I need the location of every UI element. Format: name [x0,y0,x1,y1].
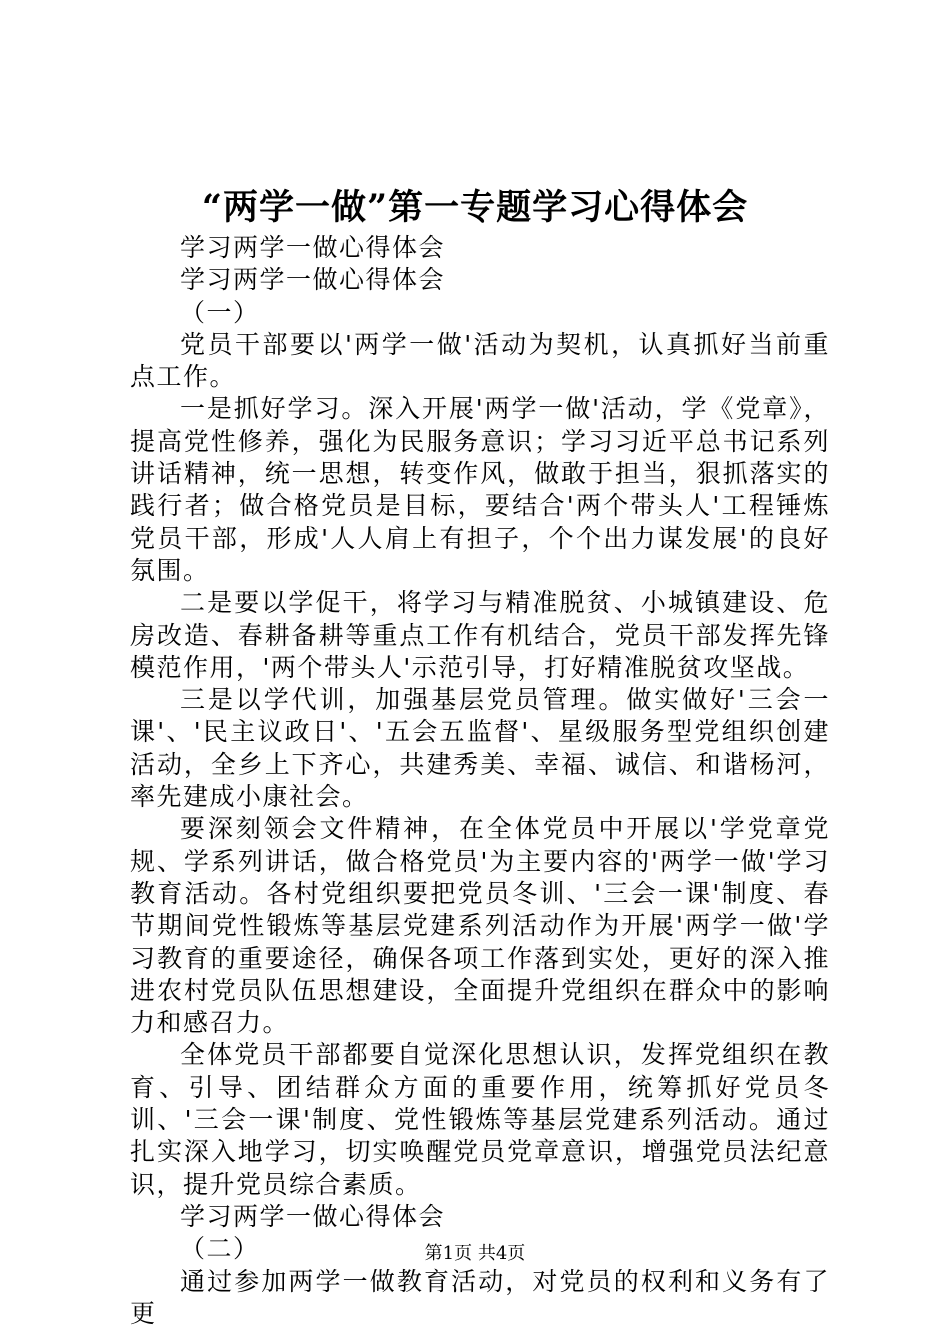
paragraph: 全体党员干部都要自觉深化思想认识，发挥党组织在教育、引导、团结群众方面的重要作用，统筹抓好党员冬训、'三会一课'制度、党性锻炼等基层党建系列活动。通过扎实深入地学习，切实唤醒党员党章意识，增强党员法纪意识，提升党员综合素质。 [130,1040,830,1199]
paragraph: 党员干部要以'两学一做'活动为契机，认真抓好当前重点工作。 [130,329,830,392]
paragraph: 二是要以学促干，将学习与精准脱贫、小城镇建设、危房改造、春耕备耕等重点工作有机结合，党员干部发挥先锋模范作用，'两个带头人'示范引导，打好精准脱贫攻坚战。 [130,588,830,682]
section-heading: 学习两学一做心得体会 [180,1201,446,1231]
subtitle-line: 学习两学一做心得体会 [180,233,446,262]
paragraph: 三是以学代训，加强基层党员管理。做实做好'三会一课'、'民主议政日'、'五会五监督'、星级服务型党组织创建活动，全乡上下齐心，共建秀美、幸福、诚信、和谐杨河，率先建成小康社会。 [130,685,830,812]
document-body [130,232,830,1330]
document-title: “两学一做”第一专题学习心得体会 [201,187,749,228]
paragraph: 一是抓好学习。深入开展'两学一做'活动，学《党章》，提高党性修养，强化为民服务意识；学习习近平总书记系列讲话精神，统一思想，转变作风，做敢于担当，狠抓落实的践行者；做合格党员是目标，要结合'两个带头人'工程锤炼党员干部，形成'人人肩上有担子，个个出力谋发展'的良好氛围。 [130,394,830,585]
paragraph: 要深刻领会文件精神，在全体党员中开展以'学党章党规、学系列讲话，做合格党员'为主要内容的'两学一做'学习教育活动。各村党组织要把党员冬训、'三会一课'制度、春节期间党性锻炼等基层党建系列活动作为开展'两学一做'学习教育的重要途径，确保各项工作落到实处，更好的深入推进农村党员队伍思想建设，全面提升党组织在群众中的影响力和感召力。 [130,814,830,1038]
section-number: （二） [180,1234,260,1264]
page-footer: 第1页 共4页 [424,1243,526,1264]
section-number: （一） [180,297,260,327]
subtitle-line: 学习两学一做心得体会 [180,265,446,295]
paragraph: 通过参加两学一做教育活动，对党员的权利和义务有了更 [130,1266,830,1328]
